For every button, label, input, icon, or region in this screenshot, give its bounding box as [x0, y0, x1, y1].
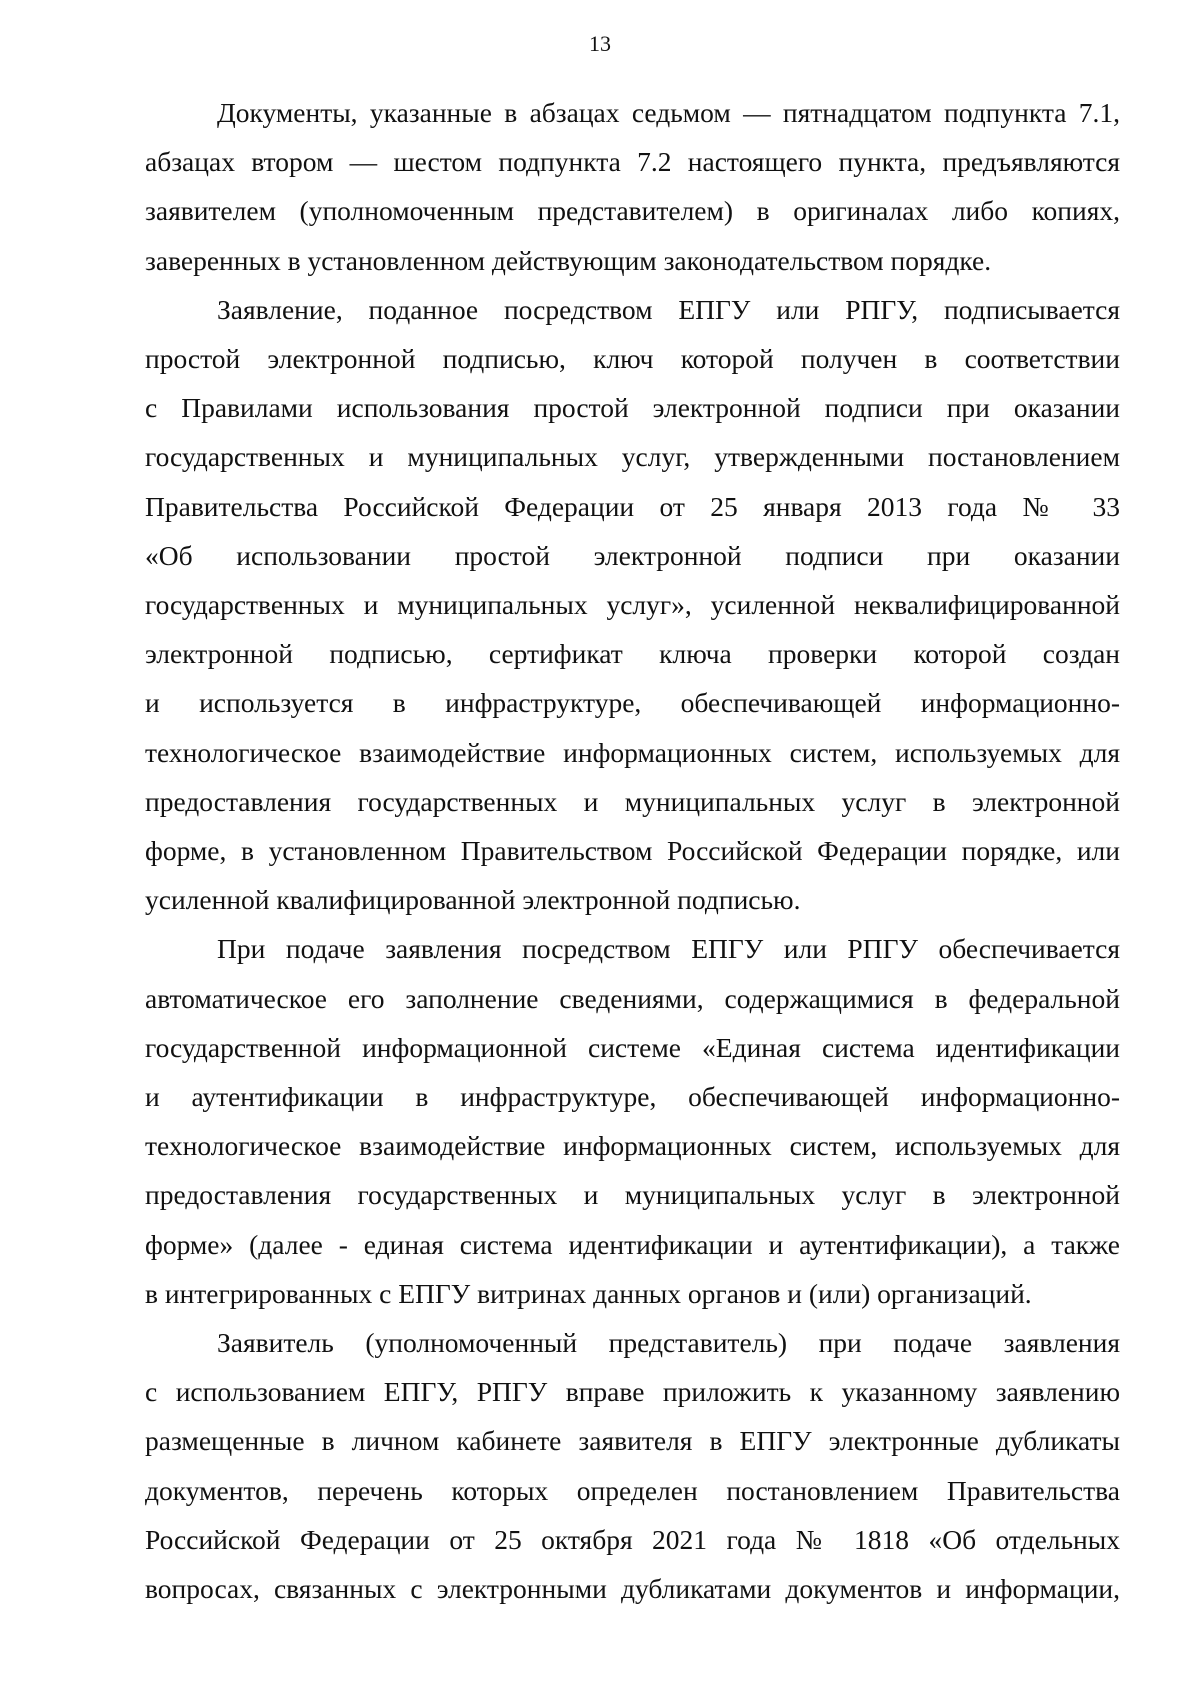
text-line: вопросах, связанных с электронными дубликатами документов и информации,	[145, 1573, 1120, 1605]
text-line: и аутентификации в инфраструктуре, обеспечивающей информационно-	[145, 1081, 1120, 1113]
text-line: усиленной квалифицированной электронной подписью.	[145, 884, 801, 916]
page-number: 13	[589, 31, 611, 56]
text-line: технологическое взаимодействие информационных систем, используемых для	[145, 736, 1120, 768]
text-line: в интегрированных с ЕПГУ витринах данных органов и (или) организаций.	[145, 1277, 1032, 1309]
text-line: форме» (далее - единая система идентификации и аутентификации), а также	[145, 1228, 1120, 1260]
text-line: Заявление, поданное посредством ЕПГУ или РПГУ, подписывается	[217, 293, 1120, 325]
text-line: документов, перечень которых определен постановлением Правительства	[145, 1474, 1120, 1506]
paragraph-documents-presented	[145, 88, 1120, 285]
text-line: Правительства Российской Федерации от 25 января 2013 года № 33	[145, 490, 1120, 522]
text-line: государственной информационной системе «Единая система идентификации	[145, 1031, 1120, 1063]
text-line: технологическое взаимодействие информационных систем, используемых для	[145, 1130, 1120, 1162]
text-line: Заявитель (уполномоченный представитель) при подаче заявления	[217, 1327, 1120, 1359]
paragraph-auto-fill	[145, 924, 1120, 1318]
document-body	[145, 88, 1120, 1613]
text-line: Российской Федерации от 25 октября 2021 года № 1818 «Об отдельных	[145, 1523, 1120, 1555]
text-line: заявителем (уполномоченным представителем) в оригиналах либо копиях,	[145, 195, 1120, 227]
text-line: государственных и муниципальных услуг», усиленной неквалифицированной	[145, 589, 1120, 621]
text-line: предоставления государственных и муниципальных услуг в электронной	[145, 785, 1120, 817]
text-line: «Об использовании простой электронной подписи при оказании	[145, 539, 1120, 571]
paragraph-electronic-duplicates	[145, 1318, 1120, 1613]
text-line: предоставления государственных и муниципальных услуг в электронной	[145, 1179, 1120, 1211]
text-line: и используется в инфраструктуре, обеспечивающей информационно-	[145, 687, 1120, 719]
paragraph-electronic-signature	[145, 285, 1120, 925]
text-line: электронной подписью, сертификат ключа проверки которой создан	[145, 638, 1120, 670]
text-line: абзацах втором — шестом подпункта 7.2 настоящего пункта, предъявляются	[145, 146, 1120, 178]
text-line: с Правилами использования простой электронной подписи при оказании	[145, 392, 1120, 424]
text-line: форме, в установленном Правительством Российской Федерации порядке, или	[145, 835, 1120, 867]
text-line: с использованием ЕПГУ, РПГУ вправе приложить к указанному заявлению	[145, 1376, 1120, 1408]
text-line: автоматическое его заполнение сведениями, содержащимися в федеральной	[145, 982, 1120, 1014]
text-line: Документы, указанные в абзацах седьмом — пятнадцатом подпункта 7.1,	[217, 97, 1120, 128]
text-line: заверенных в установленном действующим законодательством порядке.	[145, 244, 992, 276]
text-line: При подаче заявления посредством ЕПГУ или РПГУ обеспечивается	[217, 933, 1120, 965]
text-line: простой электронной подписью, ключ которой получен в соответствии	[145, 343, 1120, 375]
text-line: государственных и муниципальных услуг, утвержденными постановлением	[145, 441, 1120, 473]
text-line: размещенные в личном кабинете заявителя в ЕПГУ электронные дубликаты	[145, 1425, 1120, 1457]
